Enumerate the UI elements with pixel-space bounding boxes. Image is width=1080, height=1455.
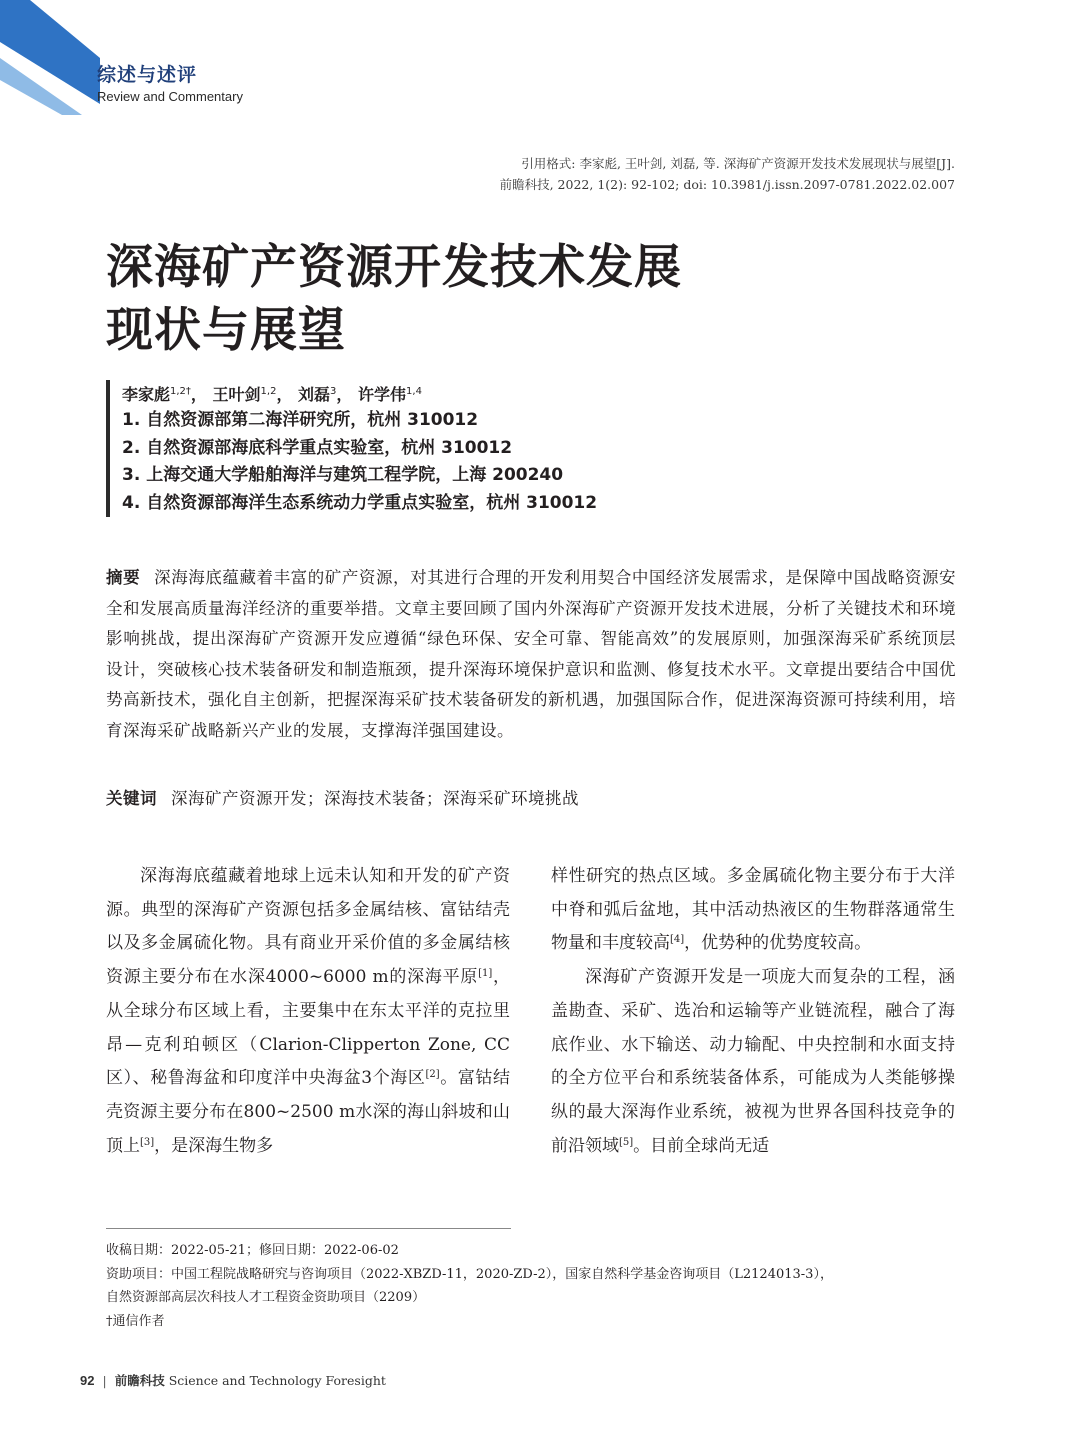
author-separator: ， xyxy=(190,385,207,404)
page-number: 92 xyxy=(80,1373,95,1388)
body-text: 样性研究的热点区域。多金属硫化物主要分布于大洋中脊和弧后盆地，其中活动热液区的生物群落通常生物量和丰度较高 xyxy=(551,866,955,954)
author-name: 刘磊 xyxy=(298,385,331,404)
title-line: 深海矿产资源开发技术发展 xyxy=(106,240,682,295)
article-title xyxy=(106,236,966,362)
keywords xyxy=(106,786,579,812)
abstract xyxy=(106,563,956,746)
author-separator: ， xyxy=(336,385,353,404)
author-affiliation-marker: 1,2 xyxy=(260,386,277,397)
funding-info: 资助项目：中国工程院战略研究与咨询项目（2022-XBZD-11，2020-ZD-2），国家自然科学基金咨询项目（L2124013-3）， xyxy=(106,1266,833,1282)
author-name: 许学伟 xyxy=(358,385,407,404)
body-paragraph xyxy=(551,860,955,961)
author-name: 李家彪 xyxy=(122,385,171,404)
body-paragraph xyxy=(551,961,955,1163)
section-label: 综述与述评 xyxy=(97,64,198,86)
author-affiliation-marker: 1,4 xyxy=(406,386,422,397)
author-affiliation-marker: 3 xyxy=(330,386,337,397)
footer-separator: | xyxy=(102,1373,107,1388)
keywords-text: 深海矿产资源开发；深海技术装备；深海采矿环境挑战 xyxy=(171,789,579,808)
abstract-label: 摘要 xyxy=(106,568,141,587)
author-list xyxy=(122,380,597,407)
page-footer xyxy=(80,1371,386,1389)
affiliation: 1. 自然资源部第二海洋研究所，杭州 310012 xyxy=(122,410,479,430)
body-text: 深海矿产资源开发是一项庞大而复杂的工程，涵盖勘查、采矿、选冶和运输等产业链流程，融合了海底作业、水下输送、动力输配、中央控制和水面支持的全方位平台和系统装备体系，可能成为人类能够操纵的最大深海作业系统，被视为世界各国科技竞争的前沿领域 xyxy=(551,967,955,1156)
body-text: 。富钴结壳资源主要分布在800~2500 m水深的海山斜坡和山顶上 xyxy=(106,1068,510,1156)
body-column-left xyxy=(106,860,510,1163)
citation-line: 引用格式: 李家彪, 王叶剑, 刘磊, 等. 深海矿产资源开发技术发展现状与展望[J]. xyxy=(521,156,955,171)
reference-marker[interactable]: [1] xyxy=(478,968,493,980)
footnotes xyxy=(106,1239,966,1333)
affiliation: 2. 自然资源部海底科学重点实验室，杭州 310012 xyxy=(122,437,513,458)
body-text: ，优势种的优势度较高。 xyxy=(684,933,872,954)
footnote-divider xyxy=(106,1228,511,1229)
section-label-en: Review and Commentary xyxy=(97,89,243,104)
title-line: 现状与展望 xyxy=(106,303,346,358)
affiliation: 4. 自然资源部海洋生态系统动力学重点实验室，杭州 310012 xyxy=(122,492,598,513)
keywords-label: 关键词 xyxy=(106,789,157,808)
journal-name-cn: 前瞻科技 xyxy=(114,1373,165,1388)
author-name: 王叶剑 xyxy=(212,385,261,404)
author-block xyxy=(106,380,597,517)
reference-marker[interactable]: [4] xyxy=(670,934,685,946)
received-dates: 收稿日期：2022-05-21；修回日期：2022-06-02 xyxy=(106,1243,399,1258)
corner-decoration xyxy=(0,0,100,115)
funding-info: 自然资源部高层次科技人才工程资金资助项目（2209） xyxy=(106,1290,426,1305)
reference-marker[interactable]: [2] xyxy=(425,1069,440,1081)
body-column-right xyxy=(551,860,955,1163)
corresponding-author-note: †通信作者 xyxy=(106,1313,165,1329)
affiliation: 3. 上海交通大学船舶海洋与建筑工程学院，上海 200240 xyxy=(122,465,564,485)
body-text: 。目前全球尚无适 xyxy=(633,1135,770,1156)
body-text: 深海海底蕴藏着地球上远未认知和开发的矿产资源。典型的深海矿产资源包括多金属结核、富钴结壳以及多金属硫化物。具有商业开采价值的多金属结核资源主要分布在水深4000~6000 m的深海平原 xyxy=(106,866,510,988)
body-text: ，是深海生物多 xyxy=(154,1135,274,1156)
citation-format xyxy=(500,153,955,195)
body-text: ，从全球分布区域上看，主要集中在东太平洋的克拉里昂—克利珀顿区（Clarion-Clipperton Zone, CC区）、秘鲁海盆和印度洋中央海盆3个海区 xyxy=(106,967,511,1089)
author-affiliation-marker: 1,2† xyxy=(170,386,191,397)
body-paragraph xyxy=(106,860,510,1163)
journal-name-en: Science and Technology Foresight xyxy=(168,1373,386,1388)
citation-line: 前瞻科技, 2022, 1(2): 92-102; doi: 10.3981/j.issn.2097-0781.2022.02.007 xyxy=(499,177,955,192)
reference-marker[interactable]: [5] xyxy=(619,1136,634,1148)
abstract-text: 深海海底蕴藏着丰富的矿产资源，对其进行合理的开发利用契合中国经济发展需求，是保障中国战略资源安全和发展高质量海洋经济的重要举措。文章主要回顾了国内外深海矿产资源开发技术进展，分析了关键技术和环境影响挑战，提出深海矿产资源开发应遵循“绿色环保、安全可靠、智能高效”的发展原则，加强深海采矿系统顶层设计，突破核心技术装备研发和制造瓶颈，提升深海环境保护意识和监测、修复技术水平。文章提出要结合中国优势高新技术，强化自主创新，把握深海采矿技术装备研发的新机遇，加强国际合作，促进深海资源可持续利用，培育深海采矿战略新兴产业的发展，支撑海洋强国建设。 xyxy=(106,568,956,740)
author-separator: ， xyxy=(276,385,293,404)
reference-marker[interactable]: [3] xyxy=(140,1136,155,1148)
